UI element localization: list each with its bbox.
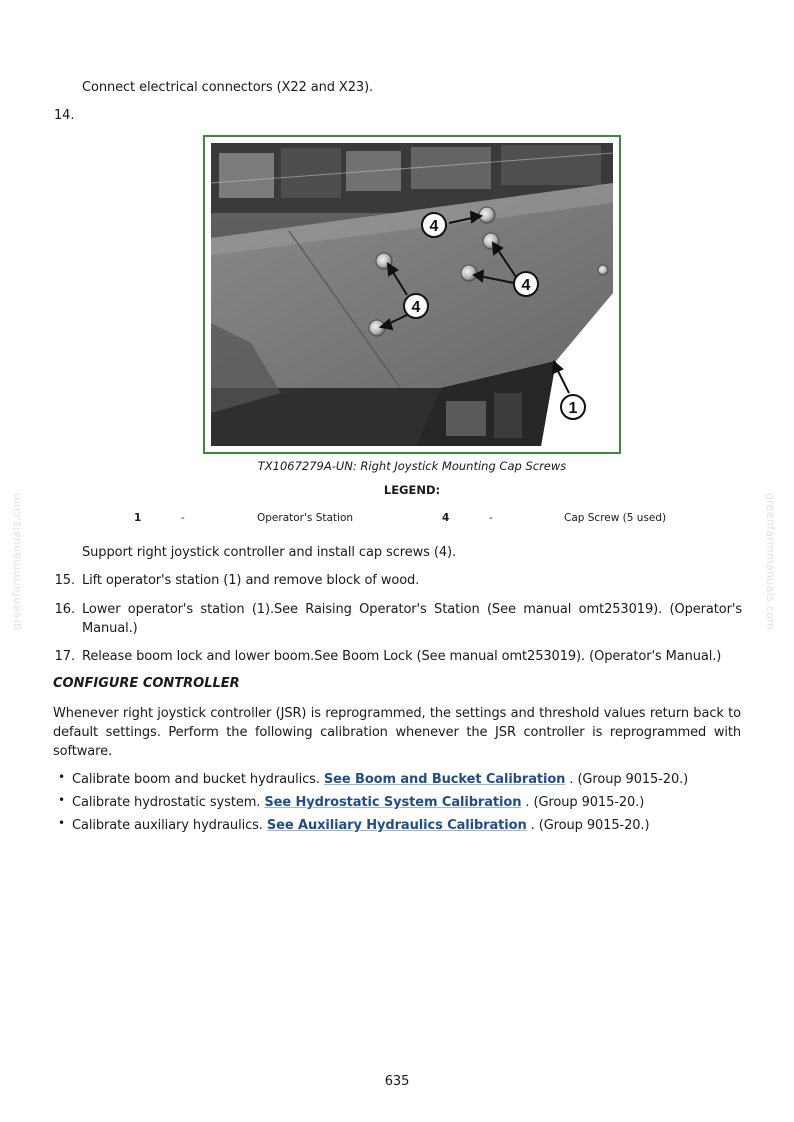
boom-bucket-calibration-link[interactable]: See Boom and Bucket Calibration xyxy=(323,772,566,787)
step-15-text: Lift operator's station (1) and remove block of wood. xyxy=(82,573,420,588)
page-number: 635 xyxy=(384,1074,410,1089)
bullet-1 xyxy=(72,770,688,789)
step-15-number: 15. xyxy=(54,573,75,588)
bullet-3-text: Calibrate auxiliary hydraulics. xyxy=(72,818,263,833)
bullet-icon: • xyxy=(58,770,66,784)
callout-4-left xyxy=(404,294,428,318)
step-14-text: Support right joystick controller and install cap screws (4). xyxy=(82,545,456,560)
step-16-line-2: Manual.) xyxy=(82,621,138,636)
legend-title: LEGEND: xyxy=(383,483,441,497)
bullet-2-tail: . (Group 9015-20.) xyxy=(525,795,645,810)
callout-1 xyxy=(561,395,585,419)
bullet-1-tail: . (Group 9015-20.) xyxy=(569,772,689,787)
step-16-line-1: Lower operator's station (1).See Raising Operator's Station (See manual omt253019). (Operator's xyxy=(82,602,742,617)
step-17-number: 17. xyxy=(54,649,75,664)
step-14-number: 14. xyxy=(54,108,75,123)
figure-frame xyxy=(203,135,621,454)
legend-4-dash: - xyxy=(489,512,493,524)
legend-4-number: 4 xyxy=(442,512,450,524)
paragraph-line-2: default settings. Perform the following calibration whenever the JSR controller is reprogrammed with xyxy=(53,725,741,740)
connect-electrical-text: Connect electrical connectors (X22 and X23). xyxy=(82,80,374,95)
step-16-number: 16. xyxy=(54,602,75,617)
bullet-icon: • xyxy=(58,816,66,830)
legend-1-dash: - xyxy=(181,512,185,524)
bullet-1-text: Calibrate boom and bucket hydraulics. xyxy=(72,772,320,787)
bullet-2-text: Calibrate hydrostatic system. xyxy=(72,795,261,810)
step-17-text: Release boom lock and lower boom.See Boom Lock (See manual omt253019). (Operator's Manual.) xyxy=(82,649,722,664)
bullet-3 xyxy=(72,816,649,835)
callout-4-left-label: 4 xyxy=(411,299,421,316)
configure-controller-heading: CONFIGURE CONTROLLER xyxy=(53,676,240,691)
callout-4-top-label: 4 xyxy=(429,218,439,235)
callout-4-top xyxy=(422,213,446,237)
paragraph-line-1: Whenever right joystick controller (JSR) is reprogrammed, the settings and threshold values return back to xyxy=(53,706,741,721)
watermark-left: greenfarmmanuals.com xyxy=(10,492,24,631)
watermark-right: greenfarmmanuals.com xyxy=(764,492,778,631)
legend-1-number: 1 xyxy=(134,512,142,524)
callout-4-right xyxy=(514,272,538,296)
legend-4-label: Cap Screw (5 used) xyxy=(564,512,667,524)
figure-caption: TX1067279A-UN: Right Joystick Mounting Cap Screws xyxy=(257,459,567,473)
auxiliary-calibration-link[interactable]: See Auxiliary Hydraulics Calibration xyxy=(266,818,527,833)
bullet-3-tail: . (Group 9015-20.) xyxy=(530,818,650,833)
paragraph-line-3: software. xyxy=(53,744,113,759)
callout-4-right-label: 4 xyxy=(521,277,531,294)
hydrostatic-calibration-link[interactable]: See Hydrostatic System Calibration xyxy=(264,795,522,810)
joystick-mounting-photo xyxy=(211,143,613,446)
legend-1-label: Operator's Station xyxy=(257,512,354,524)
callout-1-label: 1 xyxy=(568,400,578,417)
bullet-icon: • xyxy=(58,793,66,807)
bullet-2 xyxy=(72,793,644,812)
